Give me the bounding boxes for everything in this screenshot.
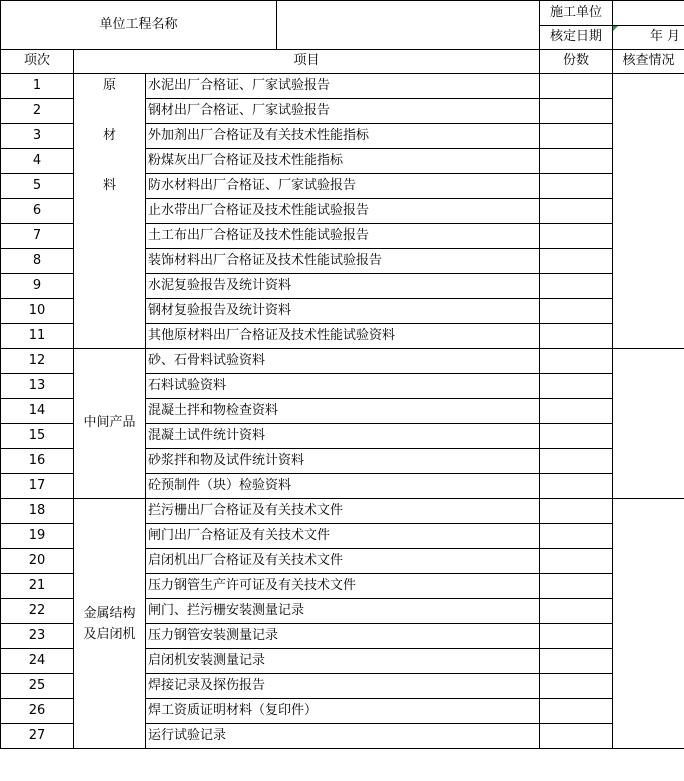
row-number: 27 (1, 724, 74, 749)
column-header-item-no: 项次 (1, 50, 74, 74)
row-item-name: 压力钢管生产许可证及有关技术文件 (146, 574, 540, 599)
row-number: 26 (1, 699, 74, 724)
row-copies-cell[interactable] (540, 474, 613, 499)
row-number: 2 (1, 99, 74, 124)
row-number: 10 (1, 299, 74, 324)
row-copies-cell[interactable] (540, 649, 613, 674)
row-copies-cell[interactable] (540, 574, 613, 599)
row-copies-cell[interactable] (540, 299, 613, 324)
row-number: 22 (1, 599, 74, 624)
row-copies-cell[interactable] (540, 124, 613, 149)
check-status-cell-metal[interactable] (613, 499, 684, 749)
group-label-raw-1: 原 (74, 74, 146, 99)
row-item-name: 水泥复验报告及统计资料 (146, 274, 540, 299)
row-number: 16 (1, 449, 74, 474)
row-item-name: 水泥出厂合格证、厂家试验报告 (146, 74, 540, 99)
row-item-name: 启闭机安装测量记录 (146, 649, 540, 674)
row-copies-cell[interactable] (540, 399, 613, 424)
row-number: 3 (1, 124, 74, 149)
row-item-name: 止水带出厂合格证及技术性能试验报告 (146, 199, 540, 224)
column-header-check-status: 核查情况 (613, 50, 684, 74)
project-name-value[interactable] (277, 1, 540, 50)
group-label-blank (74, 149, 146, 174)
row-copies-cell[interactable] (540, 249, 613, 274)
row-copies-cell[interactable] (540, 424, 613, 449)
row-item-name: 外加剂出厂合格证及有关技术性能指标 (146, 124, 540, 149)
check-status-cell-raw[interactable] (613, 74, 684, 349)
row-number: 1 (1, 74, 74, 99)
row-number: 9 (1, 274, 74, 299)
check-status-cell-intermediate[interactable] (613, 349, 684, 499)
row-item-name: 砂浆拌和物及试件统计资料 (146, 449, 540, 474)
row-number: 12 (1, 349, 74, 374)
row-item-name: 闸门、拦污栅安装测量记录 (146, 599, 540, 624)
row-copies-cell[interactable] (540, 549, 613, 574)
row-number: 6 (1, 199, 74, 224)
row-copies-cell[interactable] (540, 374, 613, 399)
row-number: 14 (1, 399, 74, 424)
group-label-metal-structure (74, 499, 146, 749)
group-label-blank (74, 299, 146, 324)
row-copies-cell[interactable] (540, 274, 613, 299)
row-copies-cell[interactable] (540, 224, 613, 249)
row-copies-cell[interactable] (540, 724, 613, 749)
row-copies-cell[interactable] (540, 199, 613, 224)
row-item-name: 砂、石骨料试验资料 (146, 349, 540, 374)
row-number: 11 (1, 324, 74, 349)
row-number: 5 (1, 174, 74, 199)
group-label-blank (74, 224, 146, 249)
row-item-name: 压力钢管安装测量记录 (146, 624, 540, 649)
column-header-item: 项目 (74, 50, 540, 74)
row-item-name: 土工布出厂合格证及技术性能试验报告 (146, 224, 540, 249)
row-number: 4 (1, 149, 74, 174)
group-label-blank (74, 249, 146, 274)
row-number: 25 (1, 674, 74, 699)
row-item-name: 焊接记录及探伤报告 (146, 674, 540, 699)
row-number: 21 (1, 574, 74, 599)
row-item-name: 其他原材料出厂合格证及技术性能试验资料 (146, 324, 540, 349)
row-copies-cell[interactable] (540, 524, 613, 549)
row-number: 20 (1, 549, 74, 574)
row-copies-cell[interactable] (540, 674, 613, 699)
row-item-name: 焊工资质证明材料（复印件） (146, 699, 540, 724)
row-number: 18 (1, 499, 74, 524)
row-item-name: 装饰材料出厂合格证及技术性能试验报告 (146, 249, 540, 274)
row-number: 23 (1, 624, 74, 649)
row-item-name: 砼预制件（块）检验资料 (146, 474, 540, 499)
group-label-blank (74, 199, 146, 224)
column-header-copies: 份数 (540, 50, 613, 74)
row-item-name: 石料试验资料 (146, 374, 540, 399)
row-copies-cell[interactable] (540, 624, 613, 649)
row-item-name: 钢材出厂合格证、厂家试验报告 (146, 99, 540, 124)
group-label-blank (74, 274, 146, 299)
row-number: 7 (1, 224, 74, 249)
row-item-name: 钢材复验报告及统计资料 (146, 299, 540, 324)
row-item-name: 运行试验记录 (146, 724, 540, 749)
row-number: 19 (1, 524, 74, 549)
row-item-name: 粉煤灰出厂合格证及技术性能指标 (146, 149, 540, 174)
group-label-metal-line1: 金属结构 (83, 605, 136, 621)
group-label-raw-2: 材 (74, 124, 146, 149)
row-copies-cell[interactable] (540, 599, 613, 624)
row-item-name: 混凝土试件统计资料 (146, 424, 540, 449)
row-item-name: 防水材料出厂合格证、厂家试验报告 (146, 174, 540, 199)
group-label-raw-3: 料 (74, 174, 146, 199)
row-copies-cell[interactable] (540, 699, 613, 724)
row-copies-cell[interactable] (540, 149, 613, 174)
row-copies-cell[interactable] (540, 324, 613, 349)
row-number: 8 (1, 249, 74, 274)
row-copies-cell[interactable] (540, 174, 613, 199)
group-label-metal-line2: 及启闭机 (83, 626, 136, 642)
group-label-intermediate: 中间产品 (74, 349, 146, 499)
group-label-blank (74, 99, 146, 124)
row-item-name: 混凝土拌和物检查资料 (146, 399, 540, 424)
row-number: 17 (1, 474, 74, 499)
row-item-name: 闸门出厂合格证及有关技术文件 (146, 524, 540, 549)
approval-date-label: 核定日期 (540, 26, 613, 50)
row-number: 15 (1, 424, 74, 449)
row-copies-cell[interactable] (540, 99, 613, 124)
row-copies-cell[interactable] (540, 349, 613, 374)
approval-date-value[interactable]: 年 月 (613, 26, 684, 50)
row-copies-cell[interactable] (540, 74, 613, 99)
row-copies-cell[interactable] (540, 449, 613, 474)
group-label-blank (74, 324, 146, 349)
row-number: 24 (1, 649, 74, 674)
construction-unit-value[interactable] (613, 1, 684, 26)
project-name-label: 单位工程名称 (1, 1, 277, 50)
construction-unit-label: 施工单位 (540, 1, 613, 26)
row-number: 13 (1, 374, 74, 399)
row-item-name: 启闭机出厂合格证及有关技术文件 (146, 549, 540, 574)
row-item-name: 拦污栅出厂合格证及有关技术文件 (146, 499, 540, 524)
row-copies-cell[interactable] (540, 499, 613, 524)
